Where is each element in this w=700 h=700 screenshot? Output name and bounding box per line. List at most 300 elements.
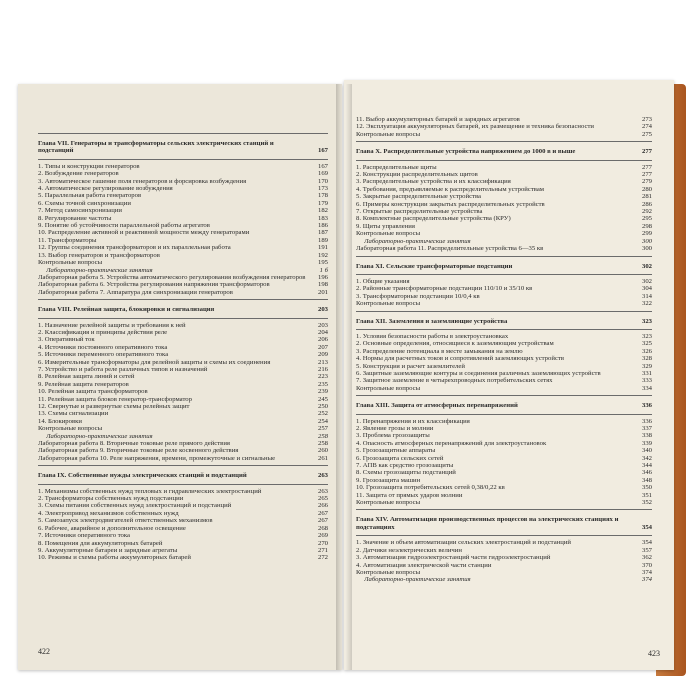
toc-entry-title: 3. Распределительные устройства и их классификация [356, 178, 511, 186]
toc-entry-page: 336 [641, 417, 652, 425]
toc-entry [356, 230, 652, 237]
toc-entry-title: 11. Релейная защита блоков генератор-трансформатор [38, 395, 192, 403]
toc-entry-title: Контрольные вопросы [356, 300, 421, 308]
chapter-rule [38, 465, 328, 466]
toc-entry-page: 235 [317, 380, 328, 388]
toc-entry-page: 257 [317, 425, 328, 433]
toc-entry-page: 266 [317, 502, 328, 510]
toc-entry [356, 300, 652, 307]
toc-entry-page: 337 [641, 425, 652, 432]
toc-entry-title: 10. Релейная защита трансформаторов [38, 388, 148, 396]
toc-entry [356, 462, 652, 469]
toc-entry [38, 229, 328, 236]
toc-entry-page: 252 [317, 410, 328, 418]
right-toc-column [356, 116, 652, 584]
toc-entry [38, 274, 328, 281]
toc-entry [38, 289, 328, 296]
toc-entry-page: 348 [641, 476, 652, 484]
toc-entry-title: 1. Перенапряжения и их классификация [356, 417, 470, 425]
toc-entry-page: 192 [317, 251, 328, 259]
toc-entry-title: 9. Аккумуляторные батареи и зарядные агрегаты [38, 546, 178, 554]
toc-entry [356, 123, 652, 130]
toc-entry [38, 207, 328, 214]
toc-entry-title: 6. Рабочее, аварийное и дополнительное освещение [38, 524, 186, 532]
toc-entry-title: Лабораторно-практические занятия [46, 266, 153, 274]
toc-entry [356, 285, 652, 292]
toc-entry-page: 304 [641, 285, 652, 293]
toc-entry-title: 10. Режимы и схемы работы аккумуляторных батарей [38, 554, 191, 562]
toc-entry-page: 183 [317, 214, 328, 222]
toc-chapter-heading [38, 306, 328, 313]
toc-entry-page: 204 [317, 328, 328, 336]
toc-entry-page: 346 [641, 469, 652, 477]
toc-entry-title: Лабораторно-практические занятия [364, 576, 471, 584]
toc-entry-page: 167 [317, 162, 328, 170]
toc-entry-title: Лабораторная работа 10. Реле напряжения, времени, промежуточные и сигнальные [38, 454, 276, 462]
toc-entry-title: 1. Механизмы собственных нужд тепловых и гидравлических электростанций [38, 487, 262, 495]
toc-entry-page: 295 [641, 215, 652, 223]
toc-entry-title: 12. Эксплуатация аккумуляторных батарей, их размещение и техника безопасности [356, 123, 594, 131]
chapter-rule [356, 395, 652, 396]
toc-entry [38, 244, 328, 251]
toc-entry-title: 1. Назначение релейной защиты и требования к ней [38, 321, 186, 329]
toc-entry [356, 447, 652, 454]
chapter-rule [356, 329, 652, 330]
toc-entry-title: Контрольные вопросы [356, 568, 421, 576]
toc-entry-title: Контрольные вопросы [356, 384, 421, 392]
toc-entry [356, 499, 652, 506]
chapter-rule [356, 509, 652, 510]
chapter-rule [356, 274, 652, 275]
toc-entry-page: 323 [641, 332, 652, 340]
toc-entry [356, 469, 652, 476]
toc-entry-title: 3. Трансформаторные подстанции 10/0,4 кв [356, 292, 480, 300]
toc-entry-title: 8. Помещения для аккумуляторных батарей [38, 539, 163, 547]
toc-entry [356, 178, 652, 185]
toc-entry [38, 329, 328, 336]
toc-entry [38, 495, 328, 502]
toc-entry-page: 267 [317, 509, 328, 517]
toc-entry-title: 11. Выбор аккумуляторных батарей и зарядных агрегатов [356, 116, 520, 123]
toc-entry-title: Лабораторная работа 8. Вторичные токовые реле прямого действия [38, 440, 230, 448]
toc-entry-page: 354 [641, 523, 652, 531]
toc-entry-page: 354 [641, 539, 652, 547]
toc-chapter-heading [38, 140, 328, 155]
toc-entry [356, 131, 652, 138]
toc-entry-title: Глава VIII. Релейная защита, блокировки и сигнализация [38, 306, 215, 314]
toc-entry-page: 272 [317, 554, 328, 562]
toc-entry-title: Лабораторно-практические занятия [46, 432, 153, 440]
chapter-rule [38, 318, 328, 319]
toc-entry [38, 532, 328, 539]
toc-entry-page: 186 [317, 222, 328, 230]
toc-entry-page: 169 [317, 170, 328, 178]
toc-entry [38, 170, 328, 177]
toc-entry-title: 1. Типы и конструкции генераторов [38, 162, 140, 170]
toc-entry-page: 344 [641, 462, 652, 470]
left-page [18, 84, 342, 670]
toc-entry [356, 340, 652, 347]
chapter-rule [356, 256, 652, 257]
toc-entry [356, 455, 652, 462]
toc-entry [356, 576, 652, 583]
toc-entry [38, 502, 328, 509]
toc-entry-title: 11. Трансформаторы [38, 236, 97, 244]
toc-entry-title: Лабораторная работа 6. Устройства регулирования напряжения трансформаторов [38, 281, 270, 289]
toc-entry [356, 432, 652, 439]
toc-entry-page: 323 [641, 317, 652, 325]
toc-entry-title: 4. Автоматизация электрической части станции [356, 561, 492, 569]
toc-entry-title: 6. Грозозащита сельских сетей [356, 454, 444, 462]
toc-entry-title: 7. Устройство и работа реле различных типов и назначений [38, 365, 208, 373]
toc-entry-title: 12. Свернутые и развернутые схемы релейных защит [38, 403, 190, 410]
toc-entry-page: 178 [317, 192, 328, 200]
toc-entry-title: 9. Понятие об устойчивости параллельной работы агрегатов [38, 222, 210, 230]
chapter-rule [38, 299, 328, 300]
toc-entry-page: 207 [317, 343, 328, 351]
toc-entry [38, 540, 328, 547]
toc-entry-page: 281 [641, 193, 652, 201]
toc-entry [38, 322, 328, 329]
toc-entry-page: 300 [641, 245, 652, 253]
toc-entry-page: 374 [641, 576, 652, 584]
toc-entry-page: 209 [317, 351, 328, 359]
toc-entry-title: Глава VII. Генераторы и трансформаторы сельских электрических станций и подстанций [38, 140, 274, 155]
toc-entry [356, 348, 652, 355]
toc-entry [38, 359, 328, 366]
toc-entry-title: 7. Метод самосинхронизации [38, 207, 122, 215]
toc-entry-title: Глава IX. Собственные нужды электрических станций и подстанций [38, 472, 247, 480]
toc-entry-title: 8. Схемы грозозащиты подстанций [356, 469, 456, 477]
toc-entry-page: 277 [641, 148, 652, 156]
toc-entry-page: 357 [641, 546, 652, 554]
toc-entry-page: 274 [641, 123, 652, 131]
toc-entry [38, 396, 328, 403]
toc-entry-page: 206 [317, 336, 328, 344]
left-toc-column [38, 130, 328, 562]
toc-entry-title: 9. Релейная защита генераторов [38, 380, 129, 388]
toc-entry-page: 333 [641, 377, 652, 385]
toc-entry [38, 215, 328, 222]
toc-entry [38, 510, 328, 517]
toc-entry [38, 281, 328, 288]
toc-entry-title: 7. Источники оперативного тока [38, 532, 131, 540]
toc-entry-page: 328 [641, 355, 652, 363]
toc-entry-page: 314 [641, 292, 652, 300]
toc-entry [38, 517, 328, 524]
toc-entry-page: 263 [317, 487, 328, 495]
toc-entry [38, 267, 328, 274]
toc-entry-title: 13. Схемы сигнализации [38, 410, 109, 418]
toc-chapter-heading [356, 263, 652, 270]
toc-entry [356, 278, 652, 285]
toc-entry [356, 477, 652, 484]
toc-entry-title: 5. Закрытые распределительные устройства [356, 193, 482, 201]
toc-entry-page: 331 [641, 369, 652, 377]
toc-entry-title: Лабораторная работа 7. Аппаратура для синхронизации генераторов [38, 288, 233, 296]
toc-entry-page: 179 [317, 199, 328, 207]
chapter-rule [356, 311, 652, 312]
toc-entry [38, 259, 328, 266]
toc-entry [356, 484, 652, 491]
toc-entry-page: 216 [317, 365, 328, 373]
chapter-rule [356, 535, 652, 536]
toc-entry [38, 440, 328, 447]
toc-entry [356, 208, 652, 215]
toc-entry-page: 302 [641, 262, 652, 270]
toc-entry-title: Лабораторно-практические занятия [364, 237, 471, 245]
toc-entry [356, 425, 652, 432]
toc-entry [356, 333, 652, 340]
toc-entry-page: 299 [641, 230, 652, 238]
toc-entry-title: 4. Нормы для расчетных токов и сопротивлений заземляющих устройств [356, 355, 564, 363]
toc-entry-page: 260 [317, 447, 328, 455]
toc-entry [38, 410, 328, 417]
toc-entry-page: 351 [641, 491, 652, 499]
toc-entry [356, 539, 652, 546]
toc-entry [356, 238, 652, 245]
toc-entry [38, 336, 328, 343]
toc-entry-title: 2. Основные определения, относящиеся к заземляющим устройствам [356, 340, 554, 348]
toc-entry-title: Контрольные вопросы [356, 499, 421, 507]
toc-entry-title: 2. Датчики неэлектрических величин [356, 546, 462, 554]
toc-entry-page: 277 [641, 163, 652, 171]
toc-entry-title: 14. Блокировки [38, 417, 82, 425]
toc-entry-page: 339 [641, 439, 652, 447]
toc-entry-page: 173 [317, 185, 328, 193]
toc-entry-title: 3. Автоматическое гашение поля генераторов и форсировка возбуждения [38, 177, 247, 185]
toc-entry [356, 385, 652, 392]
toc-entry-page: 195 [317, 259, 328, 267]
left-page-number: 422 [38, 647, 50, 656]
book-gutter [336, 84, 352, 670]
toc-entry [38, 366, 328, 373]
toc-entry-page: 187 [317, 229, 328, 237]
toc-entry-page: 268 [317, 524, 328, 532]
toc-entry [356, 355, 652, 362]
toc-entry-title: 10. Грозозащита потребительских сетей 0,38/0,22 кв [356, 484, 505, 492]
toc-entry [356, 245, 652, 252]
right-page-number: 423 [648, 649, 660, 658]
toc-chapter-heading [38, 472, 328, 479]
toc-chapter-heading [356, 318, 652, 325]
toc-entry-page: 198 [317, 281, 328, 289]
toc-chapter-heading [356, 516, 652, 531]
toc-entry [356, 293, 652, 300]
toc-entry-page: 302 [641, 277, 652, 285]
toc-entry-title: 1. Общие указания [356, 277, 410, 285]
toc-entry-title: Глава X. Распределительные устройства напряжением до 1000 в и выше [356, 148, 576, 156]
toc-entry-page: 326 [641, 347, 652, 355]
toc-entry-title: 4. Источники постоянного оперативного тока [38, 343, 168, 351]
toc-entry-title: 8. Регулирование частоты [38, 214, 112, 222]
toc-entry-page: 325 [641, 340, 652, 348]
toc-entry-page: 170 [317, 177, 328, 185]
toc-entry [356, 440, 652, 447]
toc-entry [38, 547, 328, 554]
toc-entry [356, 370, 652, 377]
toc-entry [38, 388, 328, 395]
toc-entry-page: 352 [641, 499, 652, 507]
toc-entry [38, 178, 328, 185]
toc-entry [38, 163, 328, 170]
toc-entry-page: 340 [641, 447, 652, 455]
toc-entry-page: 342 [641, 454, 652, 462]
toc-entry-title: 2. Трансформаторы собственных нужд подстанции [38, 495, 184, 503]
toc-entry-title: 5. Грозозащитные аппараты [356, 447, 436, 455]
toc-entry-page: 203 [317, 306, 328, 314]
toc-entry-page: 245 [317, 395, 328, 403]
toc-entry [38, 373, 328, 380]
toc-entry [356, 171, 652, 178]
toc-entry-page: 370 [641, 561, 652, 569]
toc-entry-title: 7. АПВ как средство грозозащиты [356, 462, 454, 470]
toc-entry-title: Лабораторная работа 9. Вторичные токовые реле косвенного действия [38, 447, 239, 455]
toc-entry-title: 4. Электропривод механизмов собственных нужд [38, 509, 179, 517]
toc-entry-page: 223 [317, 373, 328, 381]
toc-entry [356, 223, 652, 230]
toc-entry-page: 267 [317, 517, 328, 525]
toc-entry-title: 8. Комплектные распределительные устройства (КРУ) [356, 215, 511, 223]
toc-entry [356, 418, 652, 425]
toc-entry-title: 5. Самозапуск электродвигателей ответственных механизмов [38, 517, 213, 525]
toc-entry [38, 488, 328, 495]
toc-entry [356, 377, 652, 384]
toc-entry [356, 215, 652, 222]
toc-entry-page: 362 [641, 554, 652, 562]
toc-entry-page: 182 [317, 207, 328, 215]
toc-entry [356, 193, 652, 200]
toc-entry-title: 5. Источники переменного оперативного тока [38, 351, 169, 359]
toc-entry-page: 279 [641, 178, 652, 186]
toc-entry-title: 2. Районные трансформаторные подстанции 110/10 и 35/10 кв [356, 285, 533, 293]
toc-entry-title: 3. Автоматизация гидроэлектростанций части гидроэлектростанций [356, 554, 551, 562]
toc-entry [356, 492, 652, 499]
toc-entry-title: 2. Явление грозы и молнии [356, 425, 434, 432]
toc-entry-title: 4. Опасность атмосферных перенапряжений для электроустановок [356, 439, 547, 447]
toc-entry-page: 334 [641, 384, 652, 392]
toc-entry-title: 11. Защита от прямых ударов молнии [356, 491, 463, 499]
toc-entry-page: 280 [641, 185, 652, 193]
toc-entry-page: 258 [317, 432, 328, 440]
chapter-rule [38, 159, 328, 160]
toc-entry [38, 237, 328, 244]
toc-entry-title: 3. Оперативный ток [38, 336, 95, 344]
toc-entry-page: 196 [317, 273, 328, 281]
toc-entry-page: 191 [317, 244, 328, 252]
toc-entry-title: Глава XI. Сельские трансформаторные подстанции [356, 262, 513, 270]
toc-entry [356, 569, 652, 576]
chapter-rule [356, 414, 652, 415]
toc-entry [356, 363, 652, 370]
toc-entry-title: 6. Примеры конструкции закрытых распределительных устройств [356, 200, 545, 208]
toc-entry [38, 418, 328, 425]
toc-entry-title: 7. Открытые распределительные устройства [356, 208, 483, 216]
toc-entry-title: Лабораторная работа 11. Распределительные устройства 6—35 кв [356, 245, 544, 253]
toc-entry [38, 425, 328, 432]
toc-entry [38, 252, 328, 259]
toc-entry [38, 455, 328, 462]
toc-entry-page: 201 [317, 288, 328, 296]
toc-entry-page: 189 [317, 236, 328, 244]
right-page [344, 80, 674, 670]
toc-entry-title: 5. Конструкция и расчет заземлителей [356, 362, 465, 370]
toc-entry-page: 336 [641, 402, 652, 410]
toc-entry-page: 269 [317, 532, 328, 540]
toc-entry-page: 1 б [319, 266, 328, 274]
toc-entry-title: 1. Распределительные щиты [356, 163, 437, 171]
toc-entry [38, 222, 328, 229]
toc-entry-title: 2. Возбуждение генераторов [38, 170, 119, 178]
toc-entry [356, 164, 652, 171]
toc-entry-page: 261 [317, 454, 328, 462]
toc-entry-page: 329 [641, 362, 652, 370]
toc-chapter-heading [356, 402, 652, 409]
toc-entry-title: Контрольные вопросы [38, 425, 103, 433]
toc-entry-page: 277 [641, 171, 652, 179]
toc-entry-page: 350 [641, 484, 652, 492]
toc-entry [38, 351, 328, 358]
toc-entry-page: 250 [317, 403, 328, 410]
toc-entry-title: Лабораторная работа 5. Устройства автоматического регулирования возбуждения генераторов [38, 273, 306, 281]
toc-entry-page: 258 [317, 440, 328, 448]
toc-entry-title: 1. Значение и объем автоматизации сельских электростанций и подстанций [356, 539, 571, 547]
toc-entry-title: 3. Распределение потенциала в месте замыкания на землю [356, 347, 523, 355]
chapter-rule [38, 484, 328, 485]
toc-entry-page: 254 [317, 417, 328, 425]
toc-entry-title: 2. Конструкции распределительных щитов [356, 171, 478, 179]
toc-entry [356, 186, 652, 193]
toc-entry-title: 10. Распределение активной и реактивной мощности между генераторами [38, 229, 250, 237]
toc-entry-page: 374 [641, 568, 652, 576]
open-book [14, 66, 686, 658]
toc-entry-title: 13. Выбор генераторов и трансформаторов [38, 251, 160, 259]
toc-entry-title: 6. Защитные заземляющие контуры и соединения различных заземляющих устройств [356, 369, 601, 377]
toc-entry-title: 4. Автоматическое регулирование возбуждения [38, 185, 173, 193]
toc-entry-page: 300 [641, 237, 652, 245]
toc-entry-page: 167 [317, 147, 328, 155]
toc-entry-title: Контрольные вопросы [38, 259, 103, 267]
toc-entry-title: 12. Группы соединения трансформаторов и их параллельная работа [38, 244, 231, 252]
toc-entry-page: 298 [641, 222, 652, 230]
toc-entry-title: Контрольные вопросы [356, 230, 421, 238]
toc-entry-title: 9. Грозозащита машин [356, 476, 421, 484]
toc-entry-title: 7. Защитное заземление в четырехпроводных потребительских сетях [356, 377, 553, 385]
toc-entry [38, 381, 328, 388]
toc-entry-title: 6. Схемы точной синхронизации [38, 199, 131, 207]
toc-entry-title: 2. Классификация и принципы действия реле [38, 328, 168, 336]
toc-entry-title: 9. Щиты управления [356, 222, 415, 230]
toc-entry-page: 265 [317, 495, 328, 503]
toc-entry [38, 185, 328, 192]
toc-entry [38, 200, 328, 207]
toc-entry-title: 5. Параллельная работа генераторов [38, 192, 142, 200]
toc-entry-page: 239 [317, 388, 328, 396]
chapter-rule [356, 160, 652, 161]
toc-entry [356, 562, 652, 569]
toc-entry-page: 273 [641, 116, 652, 123]
toc-entry-title: Глава XIV. Автоматизация производственных процессов на электрических станциях и подстанциях [356, 516, 619, 531]
toc-entry [38, 525, 328, 532]
toc-entry-page: 286 [641, 200, 652, 208]
toc-entry [38, 554, 328, 561]
toc-entry-title: 4. Требования, предъявляемые к распределительным устройствам [356, 185, 545, 193]
toc-entry-page: 263 [317, 472, 328, 480]
toc-entry [38, 433, 328, 440]
toc-entry [356, 116, 652, 123]
toc-entry-page: 203 [317, 321, 328, 329]
toc-chapter-heading [356, 148, 652, 155]
